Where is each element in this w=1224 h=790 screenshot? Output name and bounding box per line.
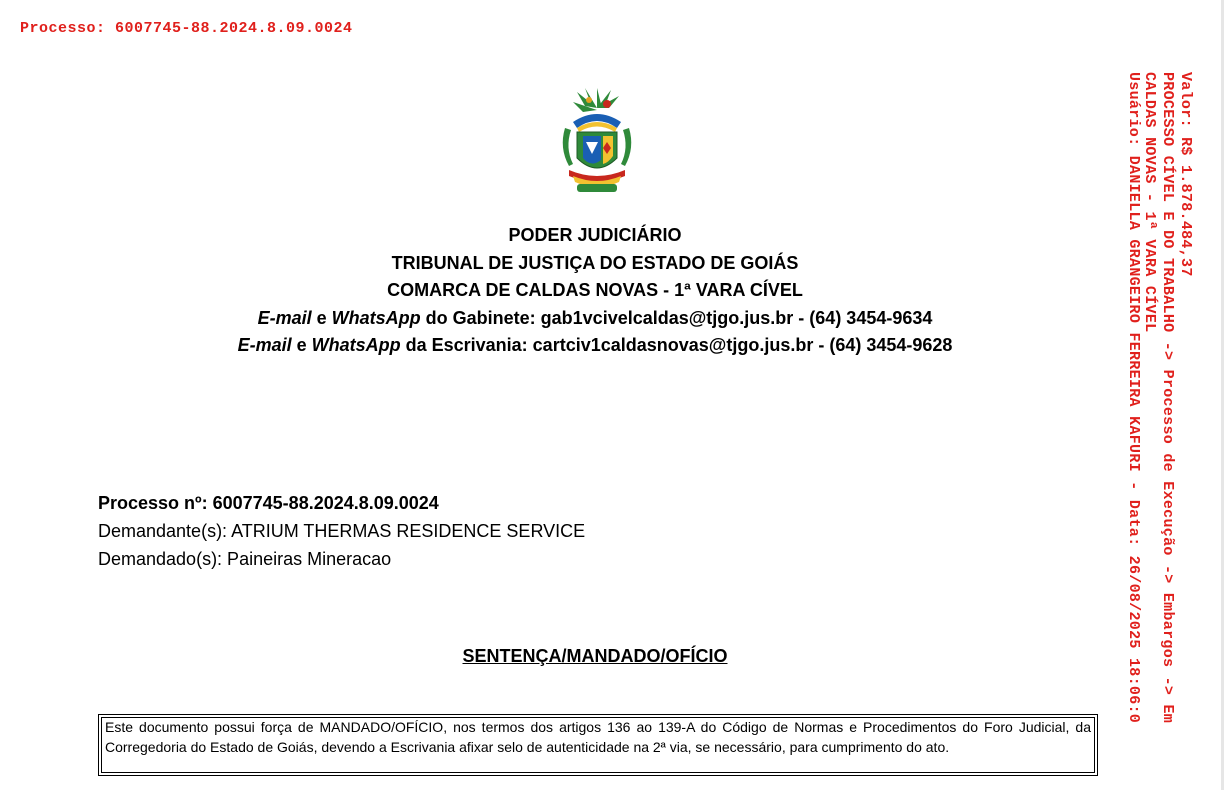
header-line-gabinete-contact — [90, 305, 1100, 333]
notice-text: Este documento possui força de MANDADO/OFÍCIO, nos termos dos artigos 136 ao 139-A do Código de Normas e Procedimentos do Foro Judicial, da Corregedoria do Estado de Goiás, devendo a Escrivania afixar selo de autenticidade na 2ª via, se necessário, para cumprimento do ato. — [101, 717, 1095, 773]
side-signature-stamp — [1124, 72, 1194, 790]
side-stamp-process-class: PROCESSO CÍVEL E DO TRABALHO -> Processo de Execução -> Embargos -> Em — [1159, 72, 1176, 724]
escrivania-whatsapp-label: WhatsApp — [311, 335, 401, 355]
side-stamp-court: CALDAS NOVAS - 1ª VARA CÍVEL — [1141, 72, 1158, 333]
document-title: SENTENÇA/MANDADO/OFÍCIO — [462, 646, 728, 666]
escrivania-contact-details: da Escrivania: cartciv1caldasnovas@tjgo.jus.br - (64) 3454-9628 — [400, 335, 953, 355]
court-header — [90, 222, 1100, 360]
header-line-escrivania-contact — [90, 332, 1100, 360]
defendant: Demandado(s): Paineiras Mineracao — [98, 549, 392, 569]
gabinete-whatsapp-label: WhatsApp — [331, 307, 421, 328]
plaintiff: Demandante(s): ATRIUM THERMAS RESIDENCE SERVICE — [98, 521, 586, 541]
coat-of-arms-icon — [555, 88, 639, 194]
side-stamp-value: Valor: R$ 1.878.484,37 — [1177, 72, 1194, 277]
gabinete-and: e — [311, 307, 332, 328]
escrivania-email-label: E-mail — [237, 335, 292, 355]
side-stamp-user-date: Usuário: DANIELLA GRANGEIRO FERREIRA KAFURI - Data: 26/08/2025 18:06:0 — [1125, 72, 1142, 724]
gabinete-email-label: E-mail — [257, 307, 312, 328]
notice-box — [98, 714, 1098, 776]
process-stamp-top: Processo: 6007745-88.2024.8.09.0024 — [20, 20, 353, 37]
header-line-tribunal: TRIBUNAL DE JUSTIÇA DO ESTADO DE GOIÁS — [391, 252, 799, 273]
header-line-comarca: COMARCA DE CALDAS NOVAS - 1ª VARA CÍVEL — [387, 280, 803, 300]
case-info — [98, 489, 585, 573]
process-number: Processo nº: 6007745-88.2024.8.09.0024 — [98, 493, 439, 513]
escrivania-and: e — [291, 335, 312, 355]
gabinete-contact-details: do Gabinete: gab1vcivelcaldas@tjgo.jus.br - (64) 3454-9634 — [420, 307, 933, 328]
header-line-judiciary: PODER JUDICIÁRIO — [508, 225, 682, 245]
